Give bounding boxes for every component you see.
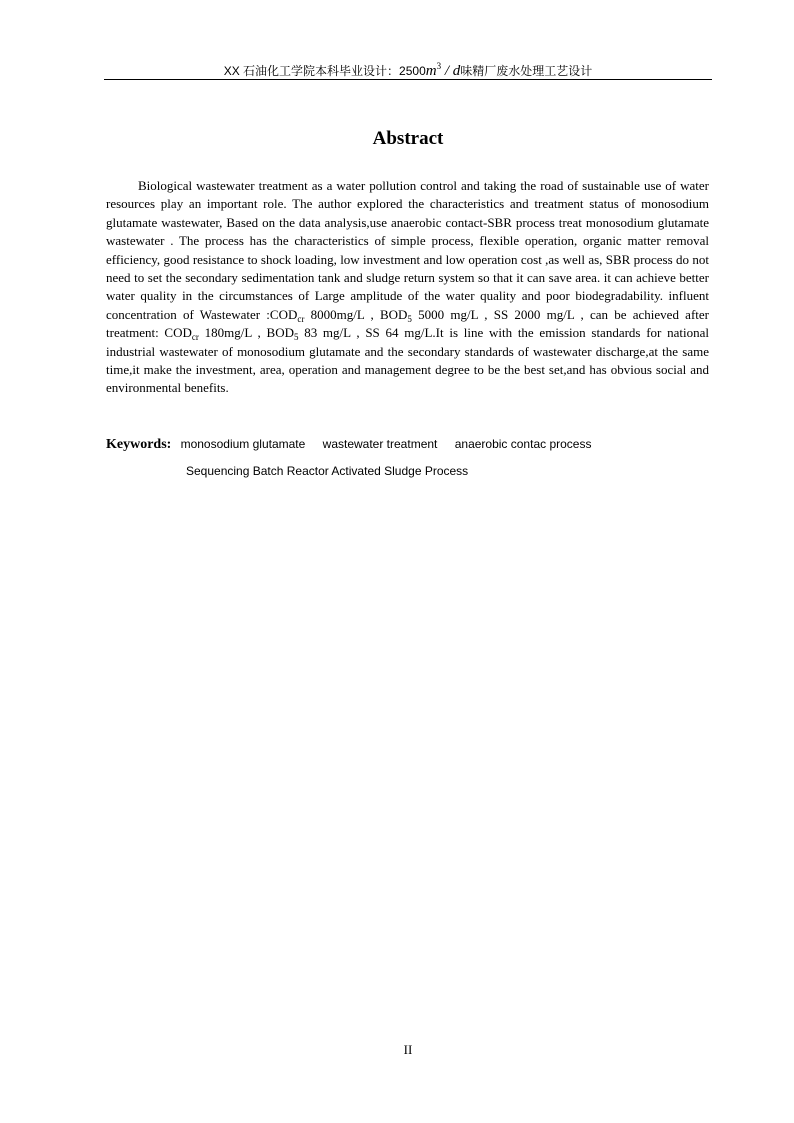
header-unit-m: m (425, 63, 437, 79)
header-unit-exponent: 3 (436, 61, 442, 71)
keywords-list (181, 437, 606, 451)
keyword-item: wastewater treatment (322, 437, 438, 451)
subscript-cr: cr (297, 313, 305, 324)
abstract-paragraph (106, 177, 709, 398)
keyword-item: monosodium glutamate (180, 437, 306, 451)
subscript-5: 5 (407, 313, 412, 324)
running-header (104, 56, 712, 81)
header-unit (426, 63, 461, 79)
subscript-5: 5 (293, 332, 299, 343)
abstract-text-4: 180mg/L , BOD (198, 325, 294, 341)
keyword-item: Sequencing Batch Reactor Activated Sludge Process (186, 464, 469, 478)
keyword-item: anaerobic contac process (454, 437, 592, 451)
subscript-cr: cr (191, 332, 199, 343)
header-rule (104, 79, 712, 80)
abstract-text-3: 5000 mg/L , SS 2000 mg/L , can be achieved after treatment: COD (106, 306, 709, 341)
header-prefix: XX 石油化工学院本科毕业设计：2500 (223, 64, 426, 78)
header-suffix: 味精厂废水处理工艺设计 (460, 64, 593, 78)
page-title: Abstract (372, 128, 444, 149)
page-number: II (403, 1042, 413, 1057)
abstract-text-1: Biological wastewater treatment as a water pollution control and taking the road of sustainable use of water resources play an important role. The author explored the characteristics and treatment status of monosodium glutamate wastewater, Based on the data analysis,use anaerobic contact-SBR process treat monosodium glutamate wastewater . The process has the characteristics of simple process, flexible operation, organic matter removal efficiency, good resistance to shock loading, low investment and low operation cost ,as well as, SBR process do not need to set the secondary sedimentation tank and sludge return system so that it can save area. it can achieve better water quality in the circumstances of Large amplitude of the water quality and poor biodegradability. influent concentration of Wastewater :COD (106, 178, 709, 322)
keywords-label: Keywords: (106, 437, 172, 452)
abstract-text-5: 83 mg/L , SS 64 mg/L.It is line with the emission standards for national industrial wastewater of monosodium glutamate and the secondary standards of wastewater discharge,at the same time,it make the investment, area, operation and management degree to be the best set,and has obvious social and environmental benefits. (106, 325, 709, 396)
keywords-line (106, 435, 709, 454)
header-unit-separator: / (441, 63, 453, 79)
abstract-text-2: 8000mg/L , BOD (304, 306, 408, 322)
header-unit-d: d (452, 63, 461, 79)
